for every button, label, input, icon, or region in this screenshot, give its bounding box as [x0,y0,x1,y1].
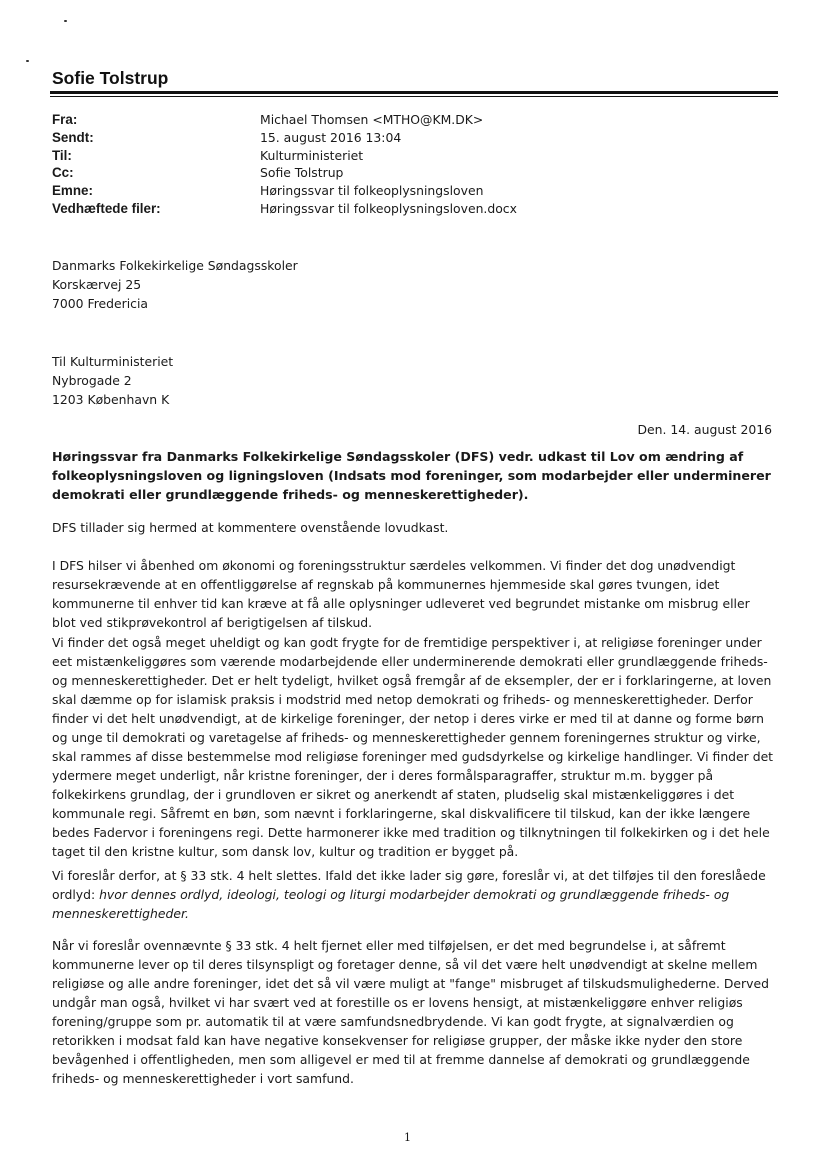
header-label: Sendt: [52,129,94,145]
header-value: 15. august 2016 13:04 [260,129,402,145]
header-row-subject [52,182,517,200]
header-rule [50,91,778,94]
paragraph-3 [52,866,776,923]
sender-address [52,256,298,313]
address-line: Nybrogade 2 [52,373,132,388]
paragraph-1 [52,556,776,632]
header-value: Høringssvar til folkeoplysningsloven [260,183,484,199]
address-line: Danmarks Folkekirkelige Søndagsskoler [52,258,298,273]
header-value: Sofie Tolstrup [260,165,344,181]
page-number: 1 [404,1131,411,1144]
header-row-cc [52,164,517,182]
address-line: Til Kulturministeriet [52,354,174,369]
scan-speck [26,60,29,62]
header-label: Til: [52,147,72,163]
header-label: Emne: [52,183,93,199]
header-row-to [52,147,517,165]
letter-date: Den. 14. august 2016 [637,422,772,437]
header-label: Vedhæftede filer: [52,200,161,216]
paragraph-plain: Vi foreslår derfor, at § 33 stk. 4 helt slettes. Ifald det ikke lader sig gøre, foreslår vi, at det tilføjes til den foreslåede ordlyd: [52,868,766,902]
address-line: 1203 København K [52,392,170,407]
letter-subject: Høringssvar fra Danmarks Folkekirkelige Søndagsskoler (DFS) vedr. udkast til Lov om ændring af folkeoplysningsloven og ligningsloven (Indsats mod foreninger, som modarbejder eller underminerer demokrati eller grundlæggende friheds- og menneskerettigheder). [52,449,771,502]
header-row-attachments [52,200,517,218]
scan-speck [64,20,67,22]
header-value: Høringssvar til folkeoplysningsloven.docx [260,200,517,216]
header-value: Kulturministeriet [260,147,364,163]
email-sender-name: Sofie Tolstrup [52,68,169,88]
header-rule-thin [50,96,778,97]
header-label: Fra: [52,112,78,127]
proposed-wording: hvor dennes ordlyd, ideologi, teologi og liturgi modarbejder demokrati og grundlæggende friheds- og menneskerettigheder. [52,887,730,921]
paragraph-text: I DFS hilser vi åbenhed om økonomi og foreningsstruktur særdeles velkommen. Vi finder det dog unødvendigt resursekrævende at en offentliggørelse af regnskab på kommunernes hjemmeside skal gøres tvungen, idet kommunerne til enhver tid kan kræve at få alle oplysninger udleveret ved begrundet mistanke om misbrug eller blot ved stikprøvekontrol af berigtigelsen af tilskud. [52,558,750,630]
paragraph-text: DFS tillader sig hermed at kommentere ovenstående lovudkast. [52,520,449,535]
header-row-from [52,111,517,129]
header-label: Cc: [52,165,74,181]
recipient-address [52,352,173,409]
address-line: 7000 Fredericia [52,296,149,311]
header-row-sent [52,129,517,147]
header-value: Michael Thomsen <MTHO@KM.DK> [260,112,484,127]
address-line: Korskærvej 25 [52,277,142,292]
paragraph-2 [52,633,776,861]
paragraph-text: Vi finder det også meget uheldigt og kan godt frygte for de fremtidige perspektiver i, at religiøse foreninger under eet mistænkeliggøres som værende modarbejdende eller underminerende demokrati eller grundlæggende friheds- og menneskerettigheder. Det er helt tydeligt, hvilket også fremgår af de eksempler, der er i forklaringerne, at loven skal dæmme op for islamisk praksis i modstrid med netop demokrati og friheds- og menneskerettigheder. Derfor finder vi det helt unødvendigt, at de kirkelige foreninger, der netop i deres virke er med til at danne og forme børn og unge til demokrati og varetagelse af friheds- og menneskerettigheder gennem foreningernes struktur og virke, skal rammes af disse bestemmelse mod religiøse foreninger med gudsdyrkelse og kirkelige handlinger. Vi finder det ydermere meget underligt, når kristne foreninger, der i deres formålsparagraffer, struktur m.m. bygger på folkekirkens grundlag, der i grundloven er sikret og anerkendt af staten, pludselig skal mistænkeliggøres i det kommunale regi. Såfremt en bøn, som nævnt i forklaringerne, skal diskvalificere til tilskud, kan der ikke længere bedes Fadervor i foreningens regi. Dette harmonerer ikke med tradition og tilknytningen til folkekirken og i det hele taget til den kristne kultur, som dansk lov, kultur og tradition er bygget på. [52,635,774,859]
email-header-block [52,111,517,218]
paragraph-text [52,866,776,923]
paragraph-4 [52,936,776,1088]
paragraph-intro [52,518,776,537]
paragraph-text: Når vi foreslår ovennævnte § 33 stk. 4 helt fjernet eller med tilføjelsen, er det med begrundelse i, at såfremt kommunerne lever op til deres tilsynspligt og foretager denne, så vil det være helt unødvendigt at skelne mellem religiøse og alle andre foreninger, idet det så vil være muligt at "fange" misbruget af tilskudsmulighederne. Derved undgår man også, hvilket vi har svært ved at forestille os er lovens hensigt, at mistænkeliggøre enhver religiøs forening/gruppe som pr. automatik til at være samfundsnedbrydende. Vi kan godt frygte, at signalværdien og retorikken i modsat fald kan have negative konsekvenser for religiøse grupper, der måske ikke nyder den store bevågenhed i offentligheden, men som alligevel er med til at fremme dannelse af demokrati og grundlæggende friheds- og menneskerettigheder i vort samfund. [52,938,769,1086]
